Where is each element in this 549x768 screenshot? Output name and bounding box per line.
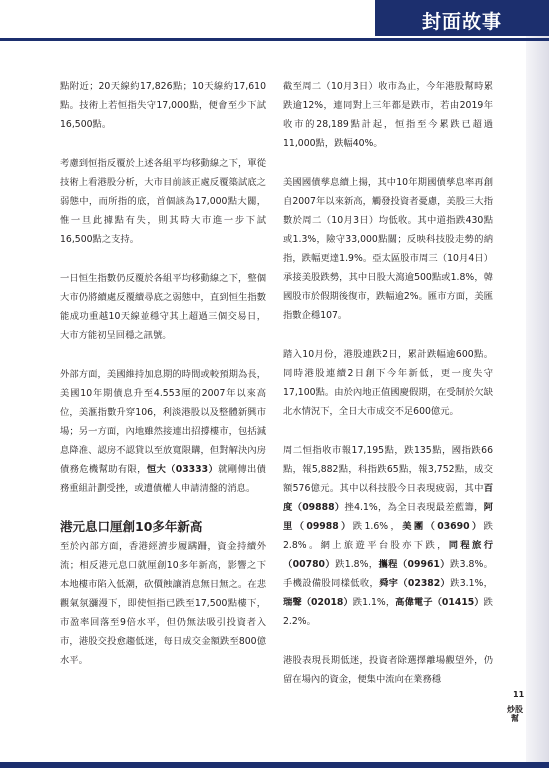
stock-name: 同程旅行（00780） — [283, 540, 493, 570]
stock-name: 美團（03690） — [402, 521, 484, 532]
footer-bar — [0, 762, 549, 768]
paragraph: 至於內部方面，香港經濟步履蹒跚，資金持續外流；相反港元息口就厘創10多年新高，影響之下本地樓市陷入低潮，砍價蝕讓消息無日無之。在悲觀氣氛瀰漫下，即使恒指已跌至17,500點樓下，市盈率回落至9倍水平，但仍無法吸引投資者入市，港股交投愈趨低迷，每日成交金額跌至800億水平。 — [60, 541, 266, 666]
stock-name: 瑞聲（02018） — [283, 597, 353, 608]
stock-name: 攜程（09961） — [378, 559, 450, 570]
section-header — [375, 0, 549, 36]
stock-name: 阿里（09988） — [283, 502, 493, 532]
left-column — [60, 77, 266, 690]
paragraph: 港股表現長期低迷，投資者除選擇離場觀望外，仍留在場內的資金，便集中流向在業務穩 — [283, 655, 493, 685]
stock-name: 百度（09888） — [283, 483, 493, 513]
paragraph: 一日恒生指數仍反覆於各組平均移動線之下，整個大市仍將續處反覆續尋底之弱態中，直到恒生指數能成功重越10天線並穩守其上超過三個交易日，大市方能初呈回穩之訊號。 — [60, 273, 266, 341]
text-run: 跌1.6%， — [352, 521, 403, 532]
brand-logo: 炒股幫 — [507, 705, 523, 723]
text-run: 外部方面，美國維持加息期的時間或較預期為長，美國10年期債息升至4.553厘的2007年以來高位，美滙指數升穿106，利淡港股以及整體新興市場；另一方面，內地雖然接連出招撐樓市，包括減息降准、認房不認貸以至放寬限購，但對解決內房債務危機幫助有限， — [60, 369, 266, 475]
text-run: 跌1.1%， — [352, 597, 396, 608]
text-run: 挫4.1%，為全日表現最差藍籌， — [344, 502, 484, 513]
page-number: 11 — [513, 690, 525, 699]
paragraph — [60, 365, 266, 498]
text-run: 就剛傳出債務重組計劃受挫，或遭債權人申請清盤的消息。 — [60, 464, 266, 494]
right-column — [283, 77, 493, 709]
subheading: 港元息口厘創10多年新高 — [60, 519, 203, 534]
paragraph: 截至周二（10月3日）收市為止，今年港股幫時累跌逾12%，連同對上三年都是跌市，若由2019年收市的28,189點計起，恒指至今累跌已超過11,000點，跌幅40%。 — [283, 81, 493, 149]
paragraph: 點附近；20天線約17,826點；10天線約17,610點。技術上若恒指失守17,000點，便會至少下試16,500點。 — [60, 81, 266, 130]
right-decorative-band — [526, 0, 549, 768]
section-title: 封面故事 — [421, 11, 502, 33]
header-rule — [0, 38, 549, 41]
paragraph — [283, 441, 493, 631]
text-run: 跌3.8%。手機設備股同樣低收， — [283, 559, 493, 589]
paragraph: 考慮到恒指反覆於上述各組平均移動線之下，單從技術上看港股分析，大市目前該正處反覆築試底之弱態中，而所指的底，首個該為17,000點大關，惟一旦此據點有失，則其時大市進一步下試16,500點之支持。 — [60, 158, 266, 245]
stock-name: 舜宇（02382） — [379, 578, 451, 589]
text-run: 跌3.1%， — [450, 578, 493, 589]
text-run: 跌2.2%。 — [283, 597, 493, 627]
stock-name: 恒大（03333） — [146, 464, 219, 475]
text-run: 跌2.8%。網上旅遊平台股亦下跌， — [283, 521, 493, 551]
stock-name: 高偉電子（01415） — [395, 597, 484, 608]
text-run: 跌1.8%， — [335, 559, 379, 570]
paragraph: 美國國債孳息續上揚，其中10年期國債孳息率再創自2007年以來新高，觸發投資者憂慮，美股三大指數於周二（10月3日）均低收。其中道指跌430點或1.3%，險守33,000點關；反映科技股走勢的納指，跌幅更達1.9%。亞太區股市周三（10月4日）承接美股跌勢，其中日股大瀉逾500點或1.8%，韓國股市於假期後復市，跌幅逾2%。匯市方面，美匯指數企穩107。 — [283, 177, 493, 321]
text-run: 周二恒指收市報17,195點，跌135點，國指跌66點，報5,882點，科指跌65點，報3,752點，成交額576億元。其中以科技股今日表現疲弱，其中 — [283, 445, 493, 494]
paragraph: 踏入10月份，港股連跌2日，累計跌幅逾600點。同時港股連續2日創下今年新低，更一度失守17,100點。由於內地正值國慶假期，在受制於欠缺北水情況下，全日大市成交不足600億元。 — [283, 349, 493, 417]
